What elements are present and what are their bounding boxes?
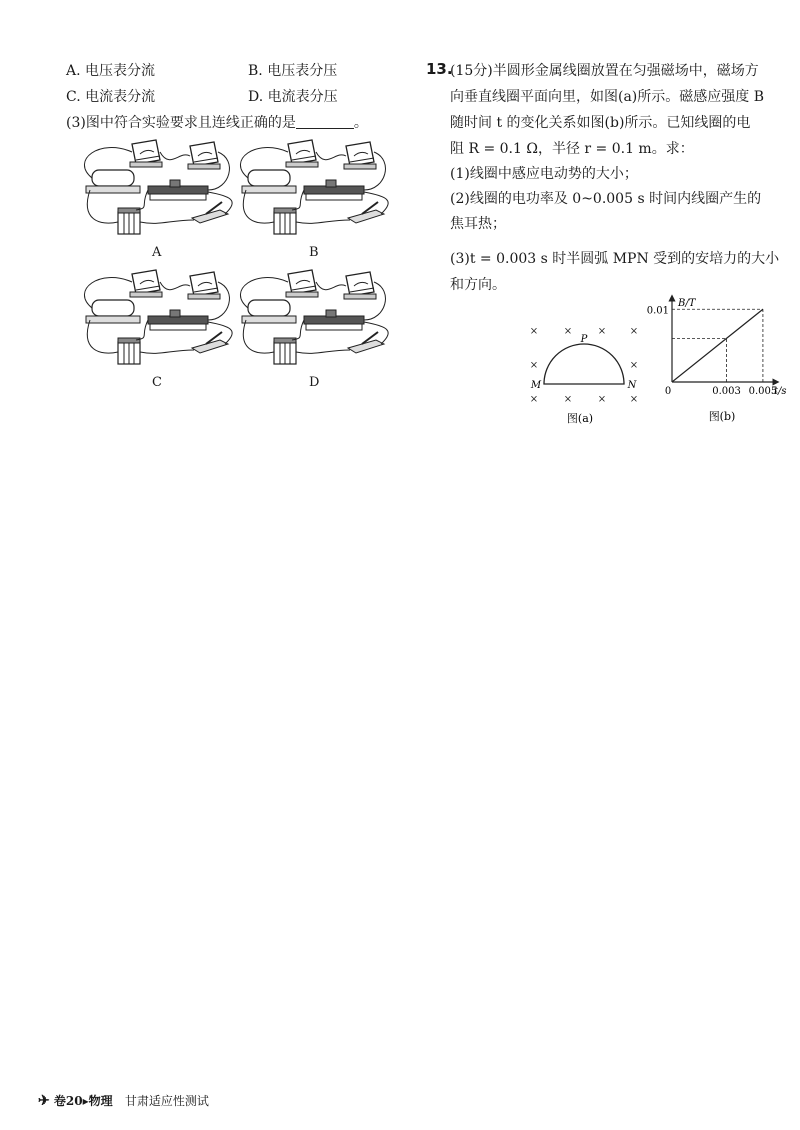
arrow-icon: ▸ — [82, 1094, 89, 1108]
q13-sub-2-cont: 焦耳热； — [450, 216, 506, 232]
label-n: N — [627, 380, 637, 391]
origin-label: 0 — [664, 386, 672, 397]
cross: × — [629, 360, 639, 371]
cross: × — [597, 394, 607, 405]
option-a: A. 电压表分流 — [66, 63, 156, 79]
cross: × — [629, 326, 639, 337]
cross: × — [529, 326, 539, 337]
cross: × — [629, 394, 639, 405]
q13-line-1: (15分)半圆形金属线圈放置在匀强磁场中，磁场方 — [450, 63, 759, 79]
q13-sub-3: (3)t = 0.003 s 时半圆弧 MPN 受到的安培力的大小 — [450, 251, 780, 267]
cross: × — [529, 394, 539, 405]
option-d: D. 电流表分压 — [248, 89, 338, 105]
circuit-label-b: B — [309, 245, 319, 260]
q13-sub-2: (2)线圈的电功率及 0~0.005 s 时间内线圈产生的 — [450, 191, 762, 207]
circuit-diagrams — [70, 130, 400, 410]
footer-subject: 物理 — [88, 1094, 113, 1108]
option-b: B. 电压表分压 — [248, 63, 338, 79]
footer — [38, 1092, 209, 1109]
semicircle-coil — [544, 344, 624, 384]
option-c: C. 电流表分流 — [66, 89, 156, 105]
sub-question-3 — [66, 112, 368, 132]
y-tick-label: 0.01 — [646, 305, 669, 317]
x-tick-label: 0.003 — [712, 386, 741, 397]
q13-line-3: 随时间 t 的变化关系如图(b)所示。已知线圈的电 — [450, 115, 751, 131]
figure-a — [522, 320, 650, 430]
label-p: P — [580, 334, 588, 345]
b-t-line — [672, 309, 763, 382]
q13-line-2: 向垂直线圈平面向里，如图(a)所示。磁感应强度 B — [450, 89, 765, 105]
x-axis-label: t/s — [774, 386, 787, 397]
q13-sub-3-cont: 和方向。 — [450, 277, 506, 293]
caption-b: 图(b) — [708, 410, 736, 423]
q13-line-4: 阻 R = 0.1 Ω，半径 r = 0.1 m。求： — [450, 141, 694, 157]
paper-plane-icon: ✈ — [38, 1093, 50, 1109]
caption-a: 图(a) — [566, 412, 594, 425]
x-tick-label: 0.005 — [748, 386, 778, 397]
cross: × — [563, 326, 573, 337]
circuit-label-d: D — [309, 375, 320, 390]
footer-tag: 卷20 — [53, 1094, 83, 1108]
question-number: 13. — [426, 60, 453, 78]
footer-test: 甘肃适应性测试 — [124, 1094, 209, 1108]
circuit-label-c: C — [152, 375, 162, 390]
y-axis-label: B/T — [678, 298, 696, 309]
figure-b — [646, 294, 792, 430]
sub-question-3-end: 。 — [353, 115, 368, 131]
answer-blank — [296, 114, 354, 129]
sub-question-3-text: (3)图中符合实验要求且连线正确的是 — [66, 115, 296, 131]
cross: × — [563, 394, 573, 405]
q13-sub-1: (1)线圈中感应电动势的大小； — [450, 166, 638, 182]
circuit-label-a: A — [152, 245, 162, 260]
label-m: M — [530, 380, 542, 391]
cross: × — [529, 360, 539, 371]
cross: × — [597, 326, 607, 337]
